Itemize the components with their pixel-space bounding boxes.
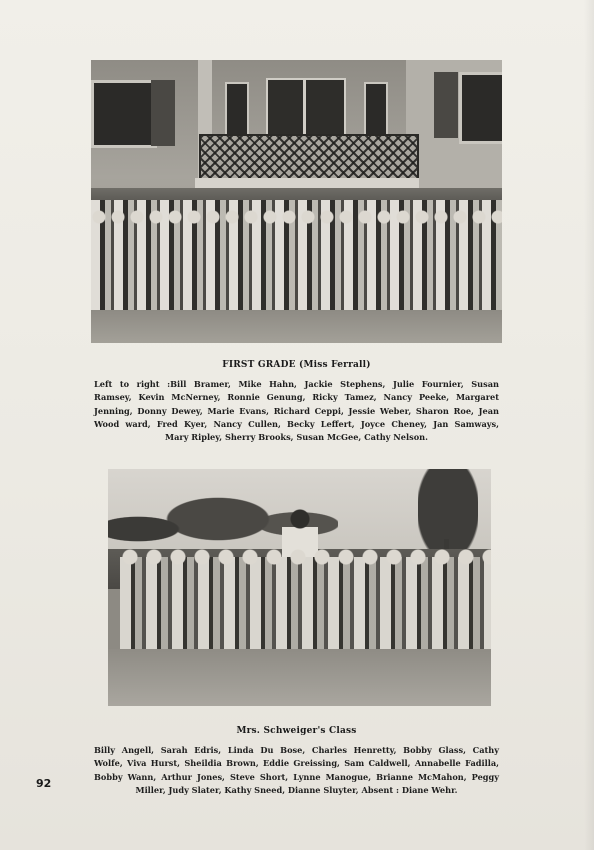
names-line: Ramsey, Kevin McNerney, Ronnie Genung, Ricky Tamez, Nancy Peeke, Margaret	[94, 392, 499, 403]
names-line: Mary Ripley, Sherry Brooks, Susan McGee, Cathy Nelson.	[165, 432, 428, 443]
section2-title: Mrs. Schweiger's Class	[236, 726, 357, 736]
children-heads	[91, 208, 502, 226]
section1-title: FIRST GRADE (Miss Ferrall)	[222, 360, 371, 370]
section1-names	[94, 378, 499, 444]
page-edge-shadow	[584, 0, 594, 850]
schweiger-class-photo	[108, 469, 491, 706]
ground	[91, 310, 502, 343]
window-left	[91, 80, 157, 148]
iron-balcony-railing	[199, 134, 419, 182]
ground	[108, 649, 491, 706]
window-right	[459, 72, 502, 144]
names-line: Bobby Wann, Arthur Jones, Steve Short, Lynne Manogue, Brianne McMahon, Peggy	[94, 771, 499, 782]
names-line: Wood ward, Fred Kyer, Nancy Cullen, Becky Leffert, Joyce Cheney, Jan Samways,	[94, 418, 499, 429]
names-line: Left to right :Bill Bramer, Mike Hahn, Jackie Stephens, Julie Fournier, Susan	[94, 379, 499, 389]
shutter-right	[434, 72, 458, 138]
names-line: Miller, Judy Slater, Kathy Sneed, Dianne Sluyter, Absent : Diane Wehr.	[135, 784, 458, 795]
children-group	[120, 557, 491, 655]
shutter-left	[151, 80, 175, 146]
first-grade-class-photo	[91, 60, 502, 343]
children-heads	[120, 547, 491, 567]
names-line: Billy Angell, Sarah Edris, Linda Du Bose, Charles Henretty, Bobby Glass, Cathy	[94, 745, 499, 755]
page-number: 92	[36, 777, 52, 790]
names-line: Wolfe, Viva Hurst, Sheildia Brown, Eddie Greissing, Sam Caldwell, Annabelle Fadilla,	[94, 758, 499, 769]
section2-names	[94, 744, 499, 797]
names-line: Jenning, Donny Dewey, Marie Evans, Richard Ceppi, Jessie Weber, Sharon Roe, Jean	[94, 405, 499, 416]
